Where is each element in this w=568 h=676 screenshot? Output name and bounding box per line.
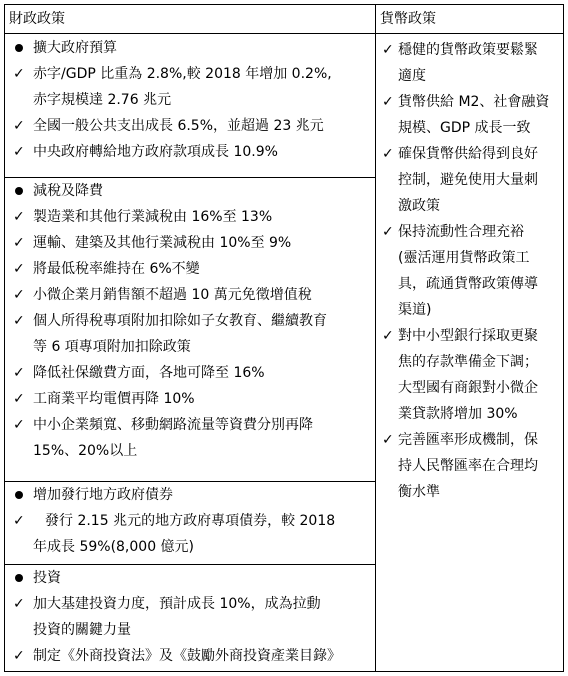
section-title: 減稅及降費 — [33, 183, 103, 199]
check-icon: ✓ — [13, 66, 25, 82]
fiscal-item-line: 加大基建投資力度，預計成長 10%，成為拉動 — [33, 596, 321, 612]
fiscal-item-line: 將最低稅率維持在 6%不變 — [33, 261, 200, 277]
fiscal-item-line: 降低社保繳費方面，各地可降至 16% — [33, 365, 265, 381]
check-icon: ✓ — [13, 365, 25, 381]
fiscal-item-line: 小微企業月銷售額不超過 10 萬元免徵增值稅 — [33, 287, 312, 303]
section-title: 擴大政府預算 — [33, 40, 117, 56]
monetary-item-line: 激政策 — [398, 198, 440, 214]
monetary-item-line: (靈活運用貨幣政策工 — [398, 250, 530, 266]
bullet-icon — [15, 574, 23, 582]
policy-table — [4, 4, 564, 672]
bullet-icon — [15, 187, 23, 195]
fiscal-item-line: 15%、20%以上 — [33, 443, 138, 459]
check-icon: ✓ — [13, 144, 25, 160]
check-icon: ✓ — [13, 391, 25, 407]
section-divider — [5, 177, 375, 178]
fiscal-item-line: 運輸、建築及其他行業減稅由 10%至 9% — [33, 235, 292, 251]
monetary-item-line: 確保貨幣供給得到良好 — [398, 146, 538, 162]
check-icon: ✓ — [382, 94, 394, 110]
check-icon: ✓ — [382, 224, 394, 240]
fiscal-item-line: 赤字規模達 2.76 兆元 — [33, 92, 172, 108]
check-icon: ✓ — [13, 287, 25, 303]
check-icon: ✓ — [13, 648, 25, 664]
check-icon: ✓ — [382, 146, 394, 162]
fiscal-item-line: 赤字/GDP 比重為 2.8%,較 2018 年增加 0.2%, — [33, 66, 332, 82]
fiscal-item-line: 個人所得稅專項附加扣除如子女教育、繼續教育 — [33, 313, 327, 329]
check-icon: ✓ — [382, 432, 394, 448]
column-divider — [375, 5, 376, 671]
fiscal-item-line: 製造業和其他行業減稅由 16%至 13% — [33, 209, 273, 225]
monetary-item-line: 衡水準 — [398, 484, 440, 500]
fiscal-item-line: 制定《外商投資法》及《鼓勵外商投資產業目錄》 — [33, 648, 341, 664]
check-icon: ✓ — [13, 209, 25, 225]
monetary-item-line: 大型國有商銀對小微企 — [398, 380, 538, 396]
check-icon: ✓ — [13, 313, 25, 329]
section-divider — [5, 481, 375, 482]
fiscal-item-line: 發行 2.15 兆元的地方政府專項債券，較 2018 — [45, 513, 336, 529]
fiscal-item-line: 中央政府轉給地方政府款項成長 10.9% — [33, 144, 278, 160]
fiscal-item-line: 全國一般公共支出成長 6.5%，並超過 23 兆元 — [33, 118, 324, 134]
monetary-item-line: 業貸款將增加 30% — [398, 406, 518, 422]
check-icon: ✓ — [13, 596, 25, 612]
bullet-icon — [15, 491, 23, 499]
section-divider — [5, 564, 375, 565]
check-icon: ✓ — [13, 513, 25, 529]
monetary-item-line: 穩健的貨幣政策要鬆緊 — [398, 42, 538, 58]
section-title: 增加發行地方政府債券 — [33, 487, 173, 503]
fiscal-item-line: 等 6 項專項附加扣除政策 — [33, 339, 191, 355]
monetary-item-line: 適度 — [398, 68, 426, 84]
monetary-item-line: 具，疏通貨幣政策傳導 — [398, 276, 538, 292]
section-title: 投資 — [33, 570, 61, 586]
fiscal-item-line: 年成長 59%(8,000 億元) — [33, 539, 195, 555]
check-icon: ✓ — [13, 235, 25, 251]
monetary-item-line: 完善匯率形成機制，保 — [398, 432, 538, 448]
monetary-item-line: 持人民幣匯率在合理均 — [398, 458, 538, 474]
check-icon: ✓ — [382, 42, 394, 58]
check-icon: ✓ — [13, 261, 25, 277]
bullet-icon — [15, 44, 23, 52]
monetary-item-line: 規模、GDP 成長一致 — [398, 120, 531, 136]
check-icon: ✓ — [382, 328, 394, 344]
monetary-item-line: 控制，避免使用大量刺 — [398, 172, 538, 188]
monetary-item-line: 對中小型銀行採取更聚 — [398, 328, 538, 344]
monetary-item-line: 渠道) — [398, 302, 432, 318]
check-icon: ✓ — [13, 417, 25, 433]
header-divider — [5, 33, 563, 34]
monetary-header: 貨幣政策 — [380, 11, 436, 27]
fiscal-item-line: 工商業平均電價再降 10% — [33, 391, 195, 407]
monetary-item-line: 貨幣供給 M2、社會融資 — [398, 94, 550, 110]
fiscal-item-line: 投資的關鍵力量 — [33, 622, 131, 638]
monetary-item-line: 保持流動性合理充裕 — [398, 224, 524, 240]
fiscal-header: 財政政策 — [9, 11, 65, 27]
check-icon: ✓ — [13, 118, 25, 134]
fiscal-item-line: 中小企業頻寬、移動網路流量等資費分別再降 — [33, 417, 313, 433]
monetary-item-line: 焦的存款準備金下調； — [398, 354, 538, 370]
